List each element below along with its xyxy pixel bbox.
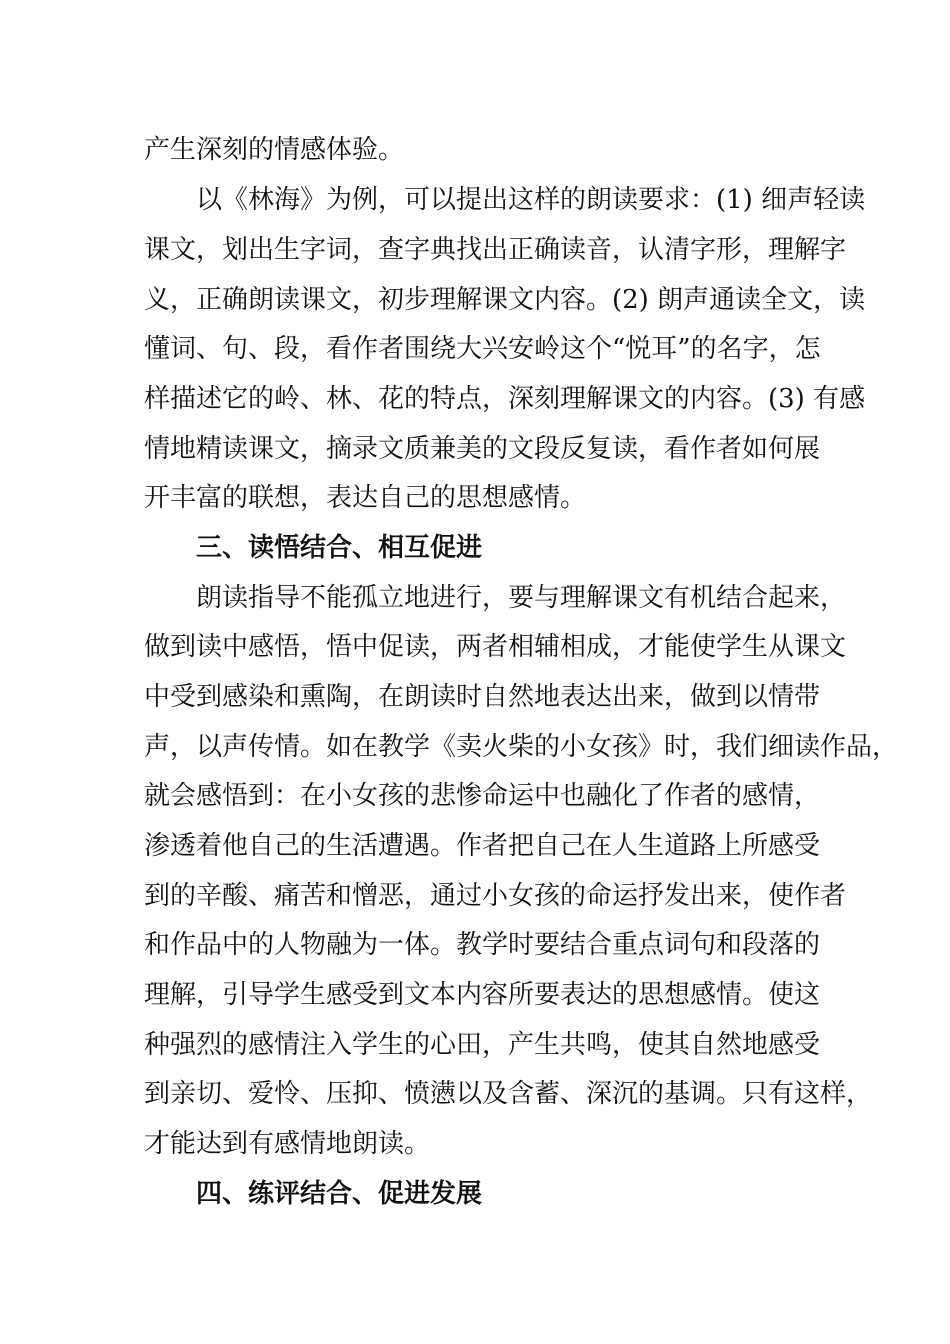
paragraph-line: 朗读指导不能孤立地进行，要与理解课文有机结合起来， — [196, 583, 847, 613]
section-heading: 三、读悟结合、相互促进 — [196, 533, 483, 563]
paragraph-line: 到的辛酸、痛苦和憎恶，通过小女孩的命运抒发出来，使作者 — [144, 881, 847, 911]
paragraph-line: 理解，引导学生感受到文本内容所要表达的思想感情。使这 — [144, 980, 821, 1010]
paragraph-line: 声，以声传情。如在教学《卖火柴的小女孩》时，我们细读作品， — [144, 732, 899, 762]
section-heading: 四、练评结合、促进发展 — [196, 1179, 483, 1209]
paragraph-line: 课文，划出生字词，查字典找出正确读音，认清字形，理解字 — [144, 235, 847, 265]
paragraph-line: 以《林海》为例，可以提出这样的朗读要求：(1) 细声轻读 — [196, 185, 866, 215]
paragraph-line: 种强烈的感情注入学生的心田，产生共鸣，使其自然地感受 — [144, 1030, 821, 1060]
paragraph-line: 到亲切、爱怜、压抑、愤懑以及含蓄、深沉的基调。只有这样， — [144, 1079, 873, 1109]
paragraph-line: 做到读中感悟，悟中促读，两者相辅相成，才能使学生从课文 — [144, 632, 847, 662]
paragraph-line: 产生深刻的情感体验。 — [144, 135, 405, 165]
paragraph-line: 样描述它的岭、林、花的特点，深刻理解课文的内容。(3) 有感 — [144, 384, 866, 414]
paragraph-line: 就会感悟到：在小女孩的悲惨命运中也融化了作者的感情， — [144, 781, 821, 811]
paragraph-line: 才能达到有感情地朗读。 — [144, 1129, 431, 1159]
paragraph-line: 开丰富的联想，表达自己的思想感情。 — [144, 483, 587, 513]
paragraph-line: 中受到感染和熏陶，在朗读时自然地表达出来，做到以情带 — [144, 682, 821, 712]
paragraph-line: 渗透着他自己的生活遭遇。作者把自己在人生道路上所感受 — [144, 831, 821, 861]
paragraph-line: 情地精读课文，摘录文质兼美的文段反复读，看作者如何展 — [144, 434, 821, 464]
paragraph-line: 义，正确朗读课文，初步理解课文内容。(2) 朗声通读全文，读 — [144, 285, 866, 315]
paragraph-line: 和作品中的人物融为一体。教学时要结合重点词句和段落的 — [144, 930, 821, 960]
paragraph-line: 懂词、句、段，看作者围绕大兴安岭这个“悦耳”的名字，怎 — [144, 334, 821, 364]
